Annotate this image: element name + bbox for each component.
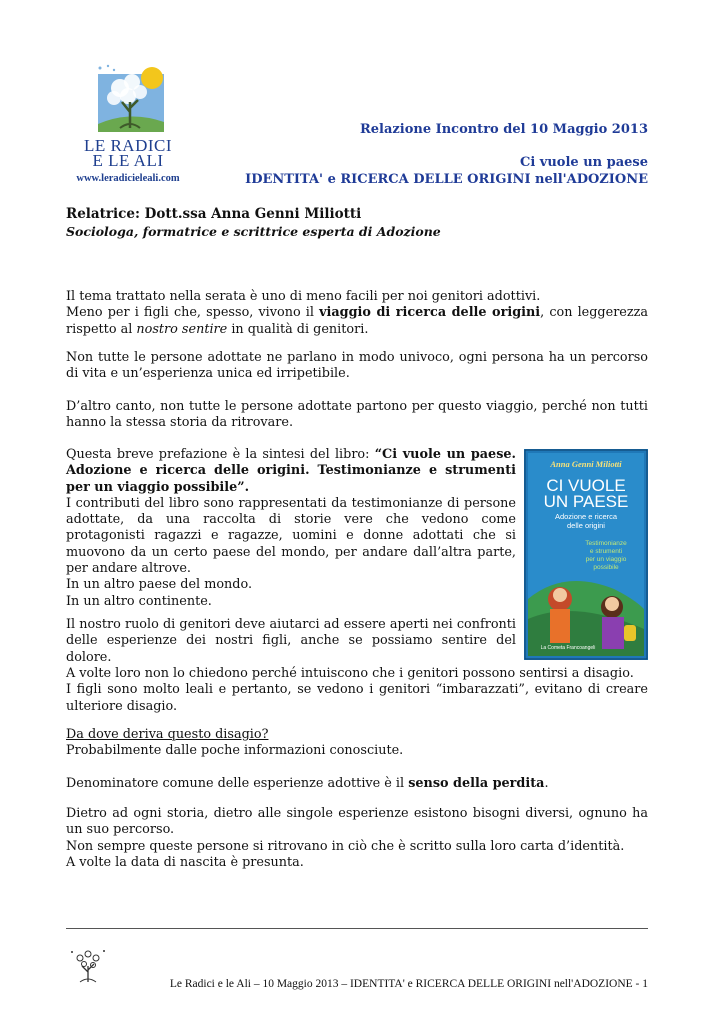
text-run: , con leggerezza rispetto al (66, 305, 648, 337)
text-run: in qualità di genitori. (227, 321, 369, 337)
speaker-role: Sociologa, formatrice e scrittrice esperta di Adozione (66, 224, 441, 239)
paragraph-8 (66, 776, 648, 792)
report-subtitle-2: IDENTITA' e RICERCA DELLE ORIGINI nell'ADOZIONE (245, 172, 648, 187)
logo-name-line2: E LE ALI (92, 151, 164, 170)
paragraph-5: Il nostro ruolo di genitori deve aiutarci ad essere aperti nei confronti delle esperienze dei nostri figli, anche se possiamo sentire del dolore. (66, 617, 516, 665)
tree-footer-icon (66, 946, 112, 984)
paragraph-4-body: I contributi del libro sono rappresentati da testimonianze di persone adottate, da una raccolta di storie vere che vedono come protagonisti ragazzi e ragazze, uomini e donne adottati che si muovono da un certo paese del mondo, per andare dall’altra parte, per andare altrove. (66, 495, 516, 577)
tree-sun-icon (90, 62, 170, 140)
book-cover-image (524, 449, 648, 660)
book-tag-2: e strumenti (589, 548, 623, 555)
book-author: Anna Genni Miliotti (550, 459, 622, 469)
paragraph-intro-line2 (66, 305, 648, 338)
highlight-perdita: senso della perdita (408, 776, 545, 791)
paragraph-intro (66, 289, 648, 338)
text-run: Denominatore comune delle esperienze adottive è il (66, 776, 409, 791)
text-run: Meno per i figli che, spesso, vivono il (66, 305, 320, 321)
paragraph-4-intro (66, 447, 516, 496)
question-heading: Da dove deriva questo disagio? (66, 727, 269, 742)
book-tag-4: possibile (593, 564, 619, 571)
book-publisher: La Cometa Francoangeli (540, 645, 596, 651)
report-title: Relazione Incontro del 10 Maggio 2013 (359, 122, 648, 137)
paragraph-intro-line1: Il tema trattato nella serata è uno di meno facili per noi genitori adottivi. (66, 289, 541, 304)
paragraph-7 (66, 727, 648, 760)
book-title-2: UN PAESE (543, 492, 629, 511)
paragraph-9-line3: A volte la data di nascita è presunta. (66, 854, 304, 870)
paragraph-6-line1: A volte loro non lo chiedono perché intuiscono che i genitori possono sentirsi a disagio. (66, 666, 634, 681)
book-citation: “Ci vuole un paese. Adozione e ricerca delle origini. Testimonianze e strumenti per un viaggio possibile”. (66, 447, 517, 495)
paragraph-4-line-a: In un altro paese del mondo. (66, 577, 253, 593)
page-footer: Le Radici e le Ali – 10 Maggio 2013 – IDENTITA' e RICERCA DELLE ORIGINI nell'ADOZIONE - 1 (169, 978, 648, 990)
paragraph-6-line2: I figli sono molto leali e pertanto, se vedono i genitori “imbarazzati”, evitano di creare ulteriore disagio. (66, 682, 648, 714)
paragraph-9-line2: Non sempre queste persone si ritrovano in ciò che è scritto sulla loro carta d’identità. (66, 838, 625, 854)
book-tag-3: per un viaggio (585, 556, 627, 563)
text-run: Questa breve prefazione è la sintesi del libro: (66, 447, 375, 462)
paragraph-3: D’altro canto, non tutte le persone adottate partono per questo viaggio, perché non tutti hanno la stessa storia da ritrovare. (66, 399, 648, 431)
paragraph-6 (66, 666, 648, 715)
paragraph-4-line-b: In un altro continente. (66, 593, 212, 609)
report-subtitle-1: Ci vuole un paese (519, 155, 648, 170)
book-tag-1: Testimonianze (585, 540, 627, 547)
paragraph-2: Non tutte le persone adottate ne parlano in modo univoco, ogni persona ha un percorso di vita e un’esperienza unica ed irripetibile. (66, 350, 648, 382)
paragraph-9-line1: Dietro ad ogni storia, dietro alle singole esperienze esistono bisogni diversi, ognuno ha un suo percorso. (66, 806, 648, 838)
book-subtitle-1: Adozione e ricerca (554, 512, 618, 521)
paragraph-7-answer: Probabilmente dalle poche informazioni conosciute. (66, 743, 404, 759)
footer-divider (66, 928, 648, 929)
speaker-name: Relatrice: Dott.ssa Anna Genni Miliotti (66, 206, 362, 222)
book-title-1: CI VUOLE (546, 476, 626, 495)
text-run: . (544, 776, 549, 791)
paragraph-9 (66, 806, 648, 871)
highlight-viaggio: viaggio di ricerca delle origini (319, 305, 541, 321)
logo-url: www.leradicieleali.com (76, 173, 180, 184)
logo-name-line1: LE RADICI (83, 136, 173, 155)
paragraph-4 (66, 447, 516, 610)
site-logo (66, 62, 190, 188)
emphasis-sentire: nostro sentire (136, 321, 228, 337)
logo-name (66, 138, 190, 168)
book-subtitle-2: delle origini (567, 521, 605, 530)
